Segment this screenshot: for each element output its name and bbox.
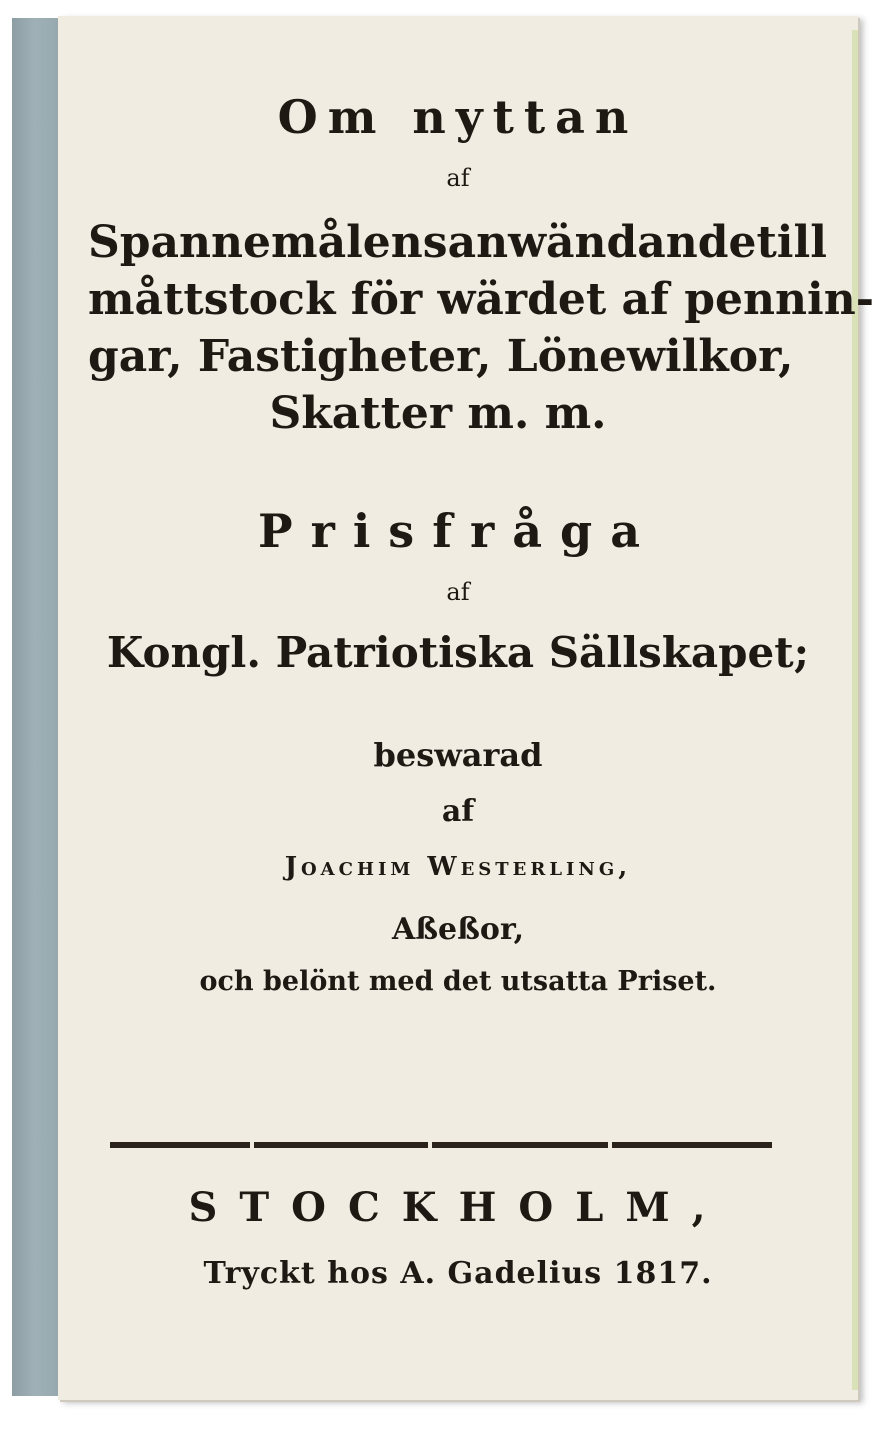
title-row-2: måttstock för wärdet af pennin- xyxy=(88,274,874,325)
heading-line: Om nyttan xyxy=(277,90,639,144)
rule-gap xyxy=(608,1142,612,1148)
title-row-4: Skatter m. m. xyxy=(269,388,607,439)
author-title: Aßeßor, xyxy=(391,912,525,947)
title-page-content xyxy=(58,16,874,1400)
prize-line: och belönt med det utsatta Priset. xyxy=(199,966,717,997)
rule-gap xyxy=(428,1142,432,1148)
imprint-city: STOCKHOLM, xyxy=(188,1184,728,1231)
title-word: till xyxy=(756,217,827,268)
author-name: Joachim Westerling, xyxy=(284,852,632,882)
rule-gap xyxy=(250,1142,254,1148)
prisfraga-heading: Prisfråga xyxy=(258,504,658,558)
divider-rule xyxy=(110,1142,772,1148)
connector-af: af xyxy=(441,794,475,829)
society-name: Kongl. Patriotiska Sällskapet; xyxy=(106,628,810,677)
title-word: Spannemålens xyxy=(88,217,448,268)
title-row-3: gar, Fastigheter, Lönewilkor, xyxy=(88,331,794,382)
connector-af: af xyxy=(446,164,470,192)
main-title xyxy=(88,214,874,442)
title-row-1 xyxy=(88,214,827,271)
beswarad-line: beswarad xyxy=(373,736,543,774)
title-word: anwändande xyxy=(447,217,757,268)
imprint-printer: Tryckt hos A. Gadelius 1817. xyxy=(203,1256,713,1291)
connector-af: af xyxy=(446,578,470,606)
